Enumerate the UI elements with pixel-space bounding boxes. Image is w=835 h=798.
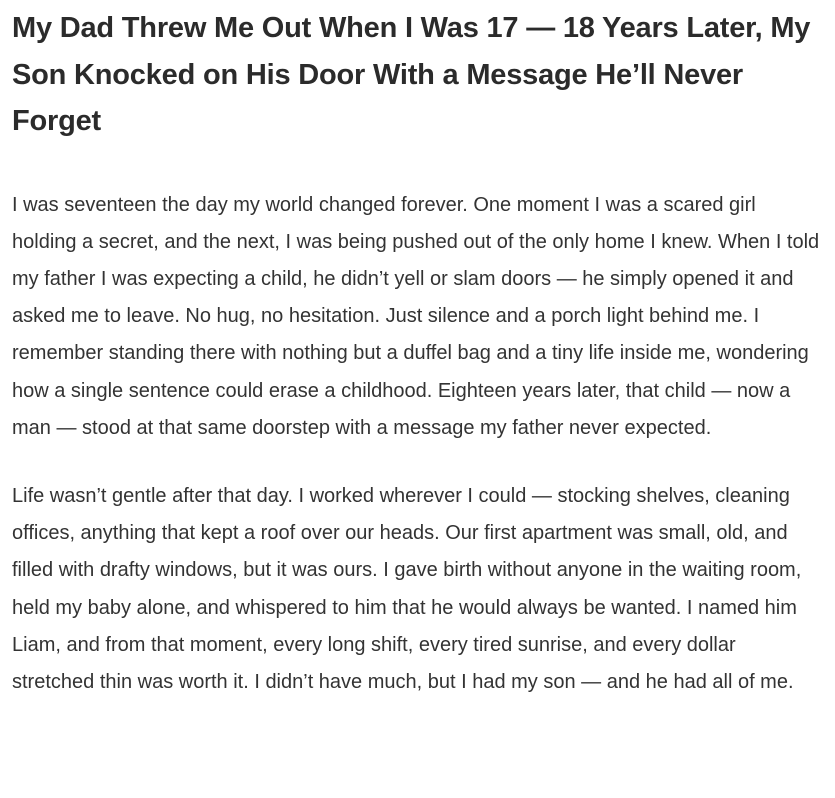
article — [12, 5, 823, 701]
article-paragraph-2: Life wasn’t gentle after that day. I worked wherever I could — stocking shelves, cleaning offices, anything that kept a roof over our heads. Our first apartment was small, old, and filled with drafty windows, but it was ours. I gave birth without anyone in the waiting room, held my baby alone, and whispered to him that he would always be wanted. I named him Liam, and from that moment, every long shift, every tired sunrise, and every dollar stretched thin was worth it. I didn’t have much, but I had my son — and he had all of me. — [12, 484, 802, 693]
article-paragraph-1: I was seventeen the day my world changed forever. One moment I was a scared girl holding a secret, and the next, I was being pushed out of the only home I knew. When I told my father I was expecting a child, he didn’t yell or slam doors — he simply opened it and asked me to leave. No hug, no hesitation. Just silence and a porch light behind me. I remember standing there with nothing but a duffel bag and a tiny life inside me, wondering how a single sentence could erase a childhood. Eighteen years later, that child — now a man — stood at that same doorstep with a message my father never expected. — [12, 193, 820, 439]
article-title: My Dad Threw Me Out When I Was 17 — 18 Years Later, My Son Knocked on His Door With a Message He’ll Never Forget — [12, 12, 811, 137]
article-body — [12, 187, 823, 702]
